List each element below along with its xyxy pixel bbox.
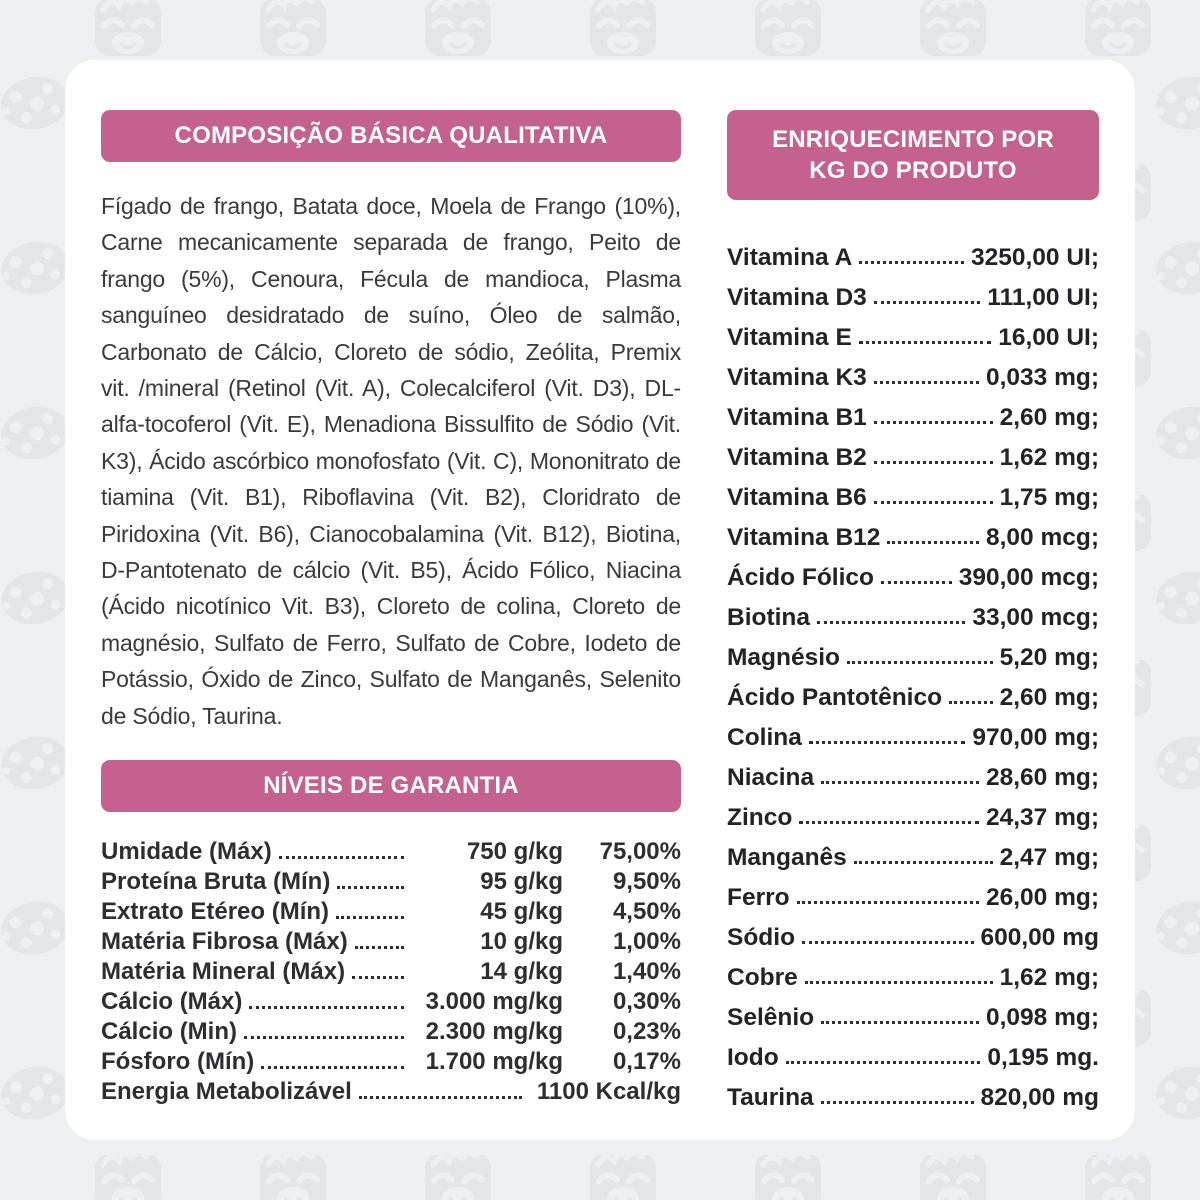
garantia-row-percent: 1,40% [612,958,681,986]
garantia-row [101,1016,681,1046]
garantia-row [101,836,681,866]
dotted-leader [359,1096,522,1099]
garantia-row-percent: 1,00% [612,928,681,956]
enrichment-row-value: 970,00 mg; [972,724,1099,751]
garantia-row-percent: 0,23% [612,1018,681,1046]
dotted-leader [336,916,404,919]
dotted-leader [355,946,404,949]
enrichment-row-label: Cobre [727,964,798,991]
enrichment-row-value: 2,60 mg; [999,684,1099,711]
enrichment-row-label: Zinco [727,804,793,831]
dotted-leader [797,901,979,904]
enrichment-row-value: 111,00 UI; [987,284,1099,311]
enrichment-row [727,912,1099,952]
garantia-row-value: 750 g/kg [466,838,563,866]
garantia-row [101,896,681,926]
garantia-row-label: Cálcio (Máx) [101,988,243,1016]
enrichment-row [727,832,1099,872]
enrichment-row [727,1072,1099,1112]
dotted-leader [847,661,993,664]
enrichment-row-label: Vitamina B1 [727,404,867,431]
garantia-row-label: Proteína Bruta (Mín) [101,868,331,896]
dotted-leader [802,941,973,944]
enrichment-row-value: 26,00 mg; [985,884,1099,911]
dotted-leader [817,621,965,624]
dotted-leader [337,886,404,889]
garantia-row-percent: 75,00% [599,838,681,866]
enrichment-row-value: 8,00 mcg; [985,524,1099,551]
enrichment-row-label: Taurina [727,1084,814,1111]
garantia-list [101,836,681,1106]
enrichment-header-line2: KG DO PRODUTO [809,157,1017,184]
dotted-leader [949,701,993,704]
garantia-row-value: 2.300 mg/kg [425,1018,563,1046]
garantia-row-label: Umidade (Máx) [101,838,272,866]
garantia-row [101,986,681,1016]
enrichment-row-value: 24,37 mg; [985,804,1099,831]
dotted-leader [874,461,993,464]
enrichment-row [727,272,1099,312]
enrichment-row-value: 5,20 mg; [999,644,1099,671]
enrichment-row-label: Selênio [727,1004,815,1031]
enrichment-row [727,992,1099,1032]
garantia-row-value: 95 g/kg [480,868,563,896]
dotted-leader [821,1101,974,1104]
enrichment-column [727,110,1099,1140]
composition-text: Fígado de frango, Batata doce, Moela de Frango (10%), Carne mecanicamente separada de frango, Peito de frango (5%), Cenoura, Fécula de mandioca, Plasma sanguíneo desidratado de suíno, Óleo de salmão, Carbonato de Cálcio, Cloreto de sódio, Zeólita, Premix vit. /mineral (Retinol (Vit. A), Colecalciferol (Vit. D3), DL-alfa-tocoferol (Vit. E), Menadiona Bissulfito de Sódio (Vit. K3), Ácido ascórbico monofosfato (Vit. C), Mononitrato de tiamina (Vit. B1), Riboflavina (Vit. B2), Cloridrato de Piridoxina (Vit. B6), Cianocobalamina (Vit. B12), Biotina, D-Pantotenato de cálcio (Vit. B5), Ácido Fólico, Niacina (Ácido nicotínico Vit. B3), Cloreto de colina, Cloreto de magnésio, Sulfato de Ferro, Sulfato de Cobre, Iodeto de Potássio, Óxido de Zinco, Sulfato de Manganês, Selenito de Sódio, Taurina. [101,193,681,729]
enrichment-row-value: 1,75 mg; [999,484,1099,511]
enrichment-row-label: Sódio [727,924,796,951]
enrichment-row-label: Niacina [727,764,815,791]
garantia-row-value: 45 g/kg [480,898,563,926]
enrichment-row-value: 0,195 mg. [987,1044,1099,1071]
garantia-row [101,1046,681,1076]
enrichment-row [727,1032,1099,1072]
enrichment-header [727,110,1099,200]
garantia-row-label: Cálcio (Min) [101,1018,237,1046]
dotted-leader [809,741,965,744]
enrichment-row [727,552,1099,592]
garantia-row-percent: 0,17% [612,1048,681,1076]
dotted-leader [352,976,404,979]
enrichment-row-label: Biotina [727,604,811,631]
enrichment-row-value: 600,00 mg [980,924,1099,951]
label-card [65,60,1135,1140]
enrichment-row-label: Ácido Fólico [727,564,874,591]
dotted-leader [859,261,964,264]
garantia-row-value: 1100 Kcal/kg [536,1078,681,1106]
enrichment-row-value: 2,47 mg; [999,844,1099,871]
garantia-row [101,926,681,956]
enrichment-row-value: 1,62 mg; [999,444,1099,471]
enrichment-row-value: 2,60 mg; [999,404,1099,431]
dotted-leader [261,1066,404,1069]
dotted-leader [821,781,979,784]
enrichment-row [727,792,1099,832]
enrichment-row [727,232,1099,272]
garantia-row-value: 10 g/kg [480,928,563,956]
enrichment-row-label: Vitamina D3 [727,284,867,311]
garantia-row [101,866,681,896]
composition-column [101,110,681,1140]
enrichment-row [727,512,1099,552]
enrichment-row-label: Vitamina B2 [727,444,867,471]
enrichment-row [727,952,1099,992]
dotted-leader [249,1006,404,1009]
enrichment-row-value: 33,00 mcg; [972,604,1099,631]
dotted-leader [874,501,993,504]
enrichment-row-label: Colina [727,724,802,751]
garantia-row-percent: 4,50% [612,898,681,926]
enrichment-row-label: Vitamina A [727,244,853,271]
enrichment-row-value: 3250,00 UI; [970,244,1099,271]
garantia-row-label: Matéria Mineral (Máx) [101,958,346,986]
dotted-leader [799,821,979,824]
enrichment-row [727,472,1099,512]
enrichment-row-label: Ferro [727,884,790,911]
enrichment-row [727,712,1099,752]
enrichment-row-label: Magnésio [727,644,840,671]
dotted-leader [805,981,993,984]
enrichment-row-label: Vitamina E [727,324,852,351]
enrichment-header-line1: ENRIQUECIMENTO POR [772,126,1054,153]
garantia-header: NÍVEIS DE GARANTIA [101,760,681,812]
garantia-row-percent: 9,50% [612,868,681,896]
dotted-leader [859,341,991,344]
enrichment-row [727,432,1099,472]
enrichment-row-label: Manganês [727,844,847,871]
enrichment-list [727,232,1099,1112]
garantia-row [101,956,681,986]
garantia-row-value: 3.000 mg/kg [425,988,563,1016]
enrichment-row [727,752,1099,792]
enrichment-row-value: 0,098 mg; [985,1004,1099,1031]
enrichment-row [727,872,1099,912]
dotted-leader [821,1021,979,1024]
enrichment-row-value: 390,00 mcg; [958,564,1099,591]
dotted-leader [874,381,979,384]
garantia-row-label: Matéria Fibrosa (Máx) [101,928,348,956]
enrichment-row-label: Ácido Pantotênico [727,684,943,711]
enrichment-row [727,392,1099,432]
garantia-row [101,1076,681,1106]
garantia-row-value: 14 g/kg [480,958,563,986]
composition-header: COMPOSIÇÃO BÁSICA QUALITATIVA [101,110,681,162]
dotted-leader [279,856,404,859]
enrichment-row-label: Vitamina B6 [727,484,867,511]
enrichment-row-label: Vitamina B12 [727,524,881,551]
enrichment-row [727,632,1099,672]
garantia-row-percent: 0,30% [612,988,681,1016]
enrichment-row-value: 820,00 mg [980,1084,1099,1111]
dotted-leader [854,861,993,864]
enrichment-row [727,352,1099,392]
enrichment-row [727,312,1099,352]
dotted-leader [874,301,980,304]
enrichment-row-value: 1,62 mg; [999,964,1099,991]
dotted-leader [244,1036,404,1039]
enrichment-row-value: 0,033 mg; [985,364,1099,391]
enrichment-row-value: 28,60 mg; [985,764,1099,791]
dotted-leader [881,581,952,584]
garantia-row-label: Extrato Etéreo (Mín) [101,898,330,926]
dotted-leader [786,1061,981,1064]
enrichment-row-label: Vitamina K3 [727,364,867,391]
enrichment-row-value: 16,00 UI; [998,324,1099,351]
dotted-leader [874,421,993,424]
enrichment-row [727,672,1099,712]
enrichment-row [727,592,1099,632]
garantia-row-label: Fósforo (Mín) [101,1048,255,1076]
dotted-leader [887,541,979,544]
garantia-row-value: 1.700 mg/kg [425,1048,563,1076]
garantia-row-label: Energia Metabolizável [101,1078,352,1106]
enrichment-row-label: Iodo [727,1044,779,1071]
